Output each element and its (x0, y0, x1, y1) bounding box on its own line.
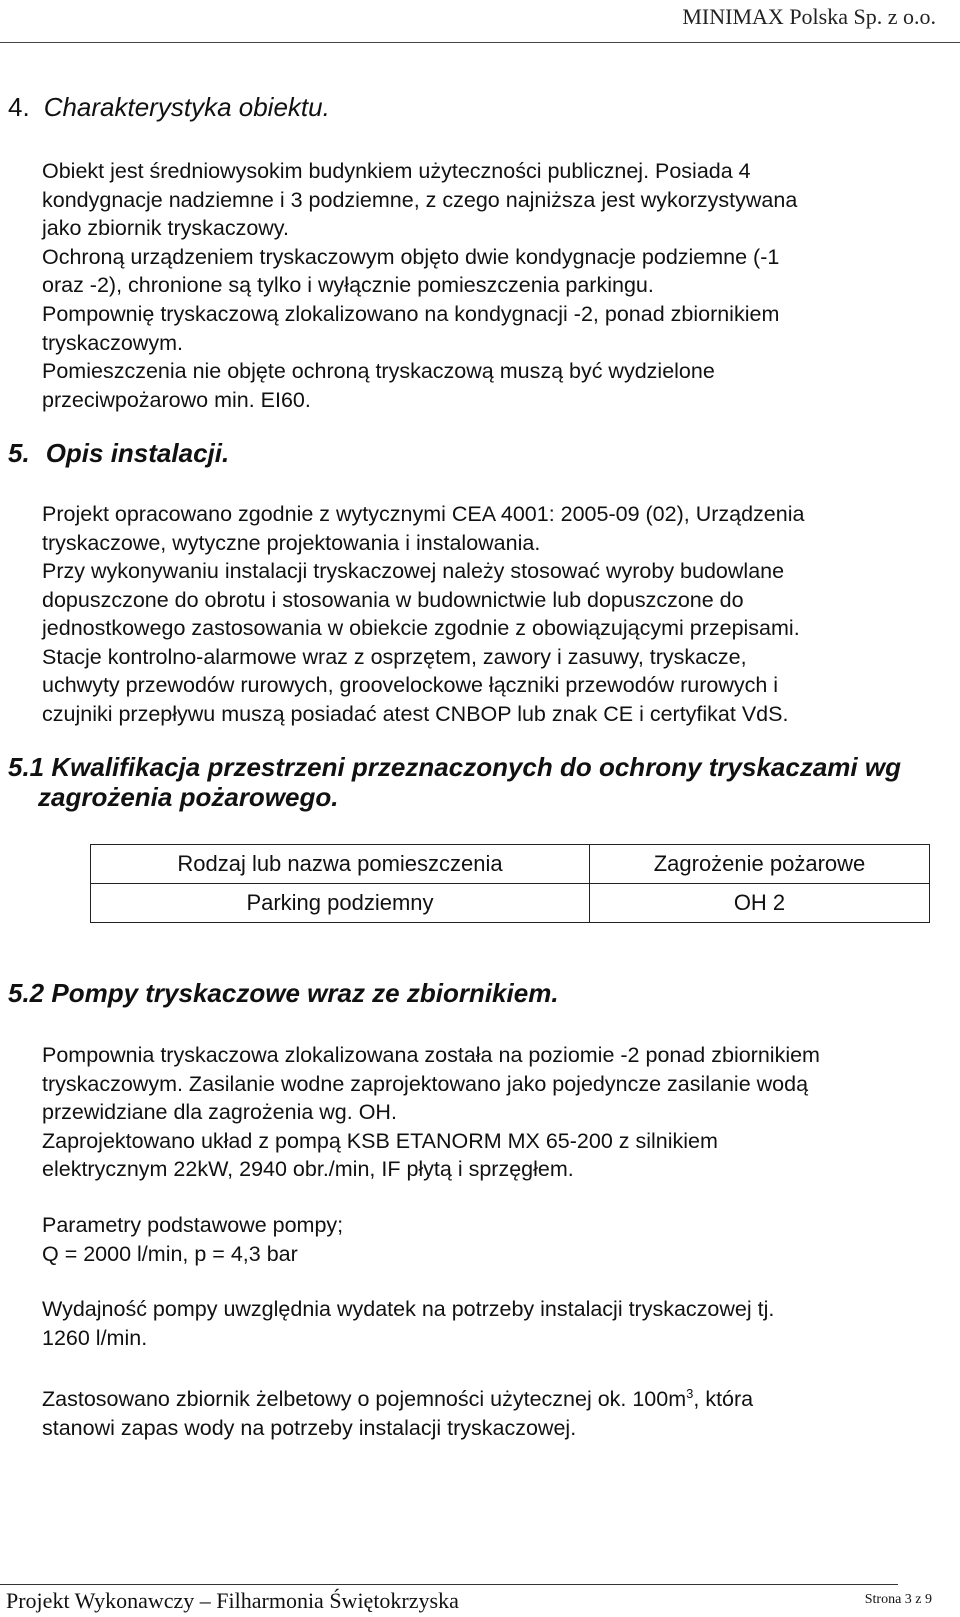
header-divider (0, 42, 960, 43)
table-header-cell: Rodzaj lub nazwa pomieszczenia (91, 845, 590, 884)
text-line: Przy wykonywaniu instalacji tryskaczowej należy stosować wyroby budowlane (42, 559, 785, 583)
table-header-cell: Zagrożenie pożarowe (590, 845, 930, 884)
table-cell: OH 2 (590, 884, 930, 923)
table-cell: Parking podziemny (91, 884, 590, 923)
section-5-paragraph-1 (42, 500, 932, 557)
text-line: czujniki przepływu muszą posiadać atest CNBOP lub znak CE i certyfikat VdS. (42, 701, 789, 726)
footer-page-number: Strona 3 z 9 (864, 1592, 932, 1607)
text-line: oraz -2), chronione są tylko i wyłącznie pomieszczenia parkingu. (42, 273, 654, 298)
text-line: przeciwpożarowo min. EI60. (42, 387, 311, 412)
text-line: jednostkowego zastosowania w obiekcie zgodnie z obowiązującymi przepisami. (42, 616, 800, 641)
text-line: tryskaczowe, wytyczne projektowania i instalowania. (42, 530, 541, 555)
section-4-title: Charakterystyka obiektu. (43, 92, 330, 122)
section-4-text (42, 157, 932, 414)
footer-divider (0, 1584, 898, 1585)
tank-line-1 (42, 1380, 932, 1414)
section-5-2-heading: 5.2 Pompy tryskaczowe wraz ze zbiornikiem. (8, 978, 559, 1008)
text-line: dopuszczone do obrotu i stosowania w budownictwie lub dopuszczone do (42, 587, 744, 612)
text-line: Pomieszczenia nie objęte ochroną tryskaczową muszą być wydzielone (42, 359, 715, 384)
pump-parameters-value: Q = 2000 l/min, p = 4,3 bar (42, 1241, 298, 1266)
text-line: Obiekt jest średniowysokim budynkiem użyteczności publicznej. Posiada 4 (42, 159, 751, 183)
table-header-row (91, 845, 930, 884)
section-5-1-title-line-1: 5.1 Kwalifikacja przestrzeni przeznaczonych do ochrony tryskaczami wg (8, 752, 901, 782)
text-line: Projekt opracowano zgodnie z wytycznymi CEA 4001: 2005-09 (02), Urządzenia (42, 502, 805, 526)
section-5-2-paragraph-1 (42, 1041, 932, 1184)
header-company: MINIMAX Polska Sp. z o.o. (682, 4, 936, 29)
text-line: tryskaczowym. (42, 330, 183, 355)
text-line: 1260 l/min. (42, 1325, 148, 1350)
hazard-classification-table (90, 844, 930, 923)
tank-description (42, 1380, 932, 1442)
section-5-heading (8, 438, 229, 469)
section-5-1-title-line-2: zagrożenia pożarowego. (38, 782, 339, 812)
text-line: Pompownię tryskaczową zlokalizowano na kondygnacji -2, ponad zbiornikiem (42, 301, 780, 326)
text-line: Stacje kontrolno-alarmowe wraz z osprzętem, zawory i zasuwy, tryskacze, (42, 644, 747, 669)
tank-line-2: stanowi zapas wody na potrzeby instalacji tryskaczowej. (42, 1415, 577, 1440)
table-row (91, 884, 930, 923)
section-5-paragraph-2 (42, 557, 932, 729)
pump-parameters (42, 1211, 932, 1268)
text-line: Zaprojektowano układ z pompą KSB ETANORM MX 65-200 z silnikiem (42, 1128, 718, 1153)
pump-parameters-label: Parametry podstawowe pompy; (42, 1213, 344, 1237)
pump-capacity (42, 1295, 932, 1352)
tank-text: Zastosowano zbiornik żelbetowy o pojemności użytecznej ok. 100m (42, 1387, 687, 1412)
section-4-heading (8, 92, 330, 123)
text-line: Pompownia tryskaczowa zlokalizowana została na poziomie -2 ponad zbiornikiem (42, 1043, 820, 1067)
section-5-1-heading (8, 752, 948, 812)
text-line: Ochroną urządzeniem tryskaczowym objęto dwie kondygnacje podziemne (-1 (42, 244, 780, 269)
section-5-number: 5. (8, 438, 30, 468)
text-line: tryskaczowym. Zasilanie wodne zaprojektowano jako pojedyncze zasilanie wodą (42, 1071, 809, 1096)
text-line: przewidziane dla zagrożenia wg. OH. (42, 1100, 397, 1125)
tank-text-tail: , która (693, 1387, 754, 1412)
text-line: kondygnacje nadziemne i 3 podziemne, z czego najniższa jest wykorzystywana (42, 187, 798, 212)
footer-project: Projekt Wykonawczy – Filharmonia Świętokrzyska (6, 1588, 459, 1613)
text-line: Wydajność pompy uwzględnia wydatek na potrzeby instalacji tryskaczowej tj. (42, 1297, 775, 1321)
text-line: elektrycznym 22kW, 2940 obr./min, IF płytą i sprzęgłem. (42, 1157, 574, 1182)
tank-unit-exponent: 3 (686, 1386, 694, 1401)
section-4-number: 4. (8, 92, 30, 122)
text-line: jako zbiornik tryskaczowy. (42, 216, 289, 241)
section-5-title: Opis instalacji. (45, 438, 230, 468)
text-line: uchwyty przewodów rurowych, groovelockowe łączniki przewodów rurowych i (42, 673, 779, 698)
